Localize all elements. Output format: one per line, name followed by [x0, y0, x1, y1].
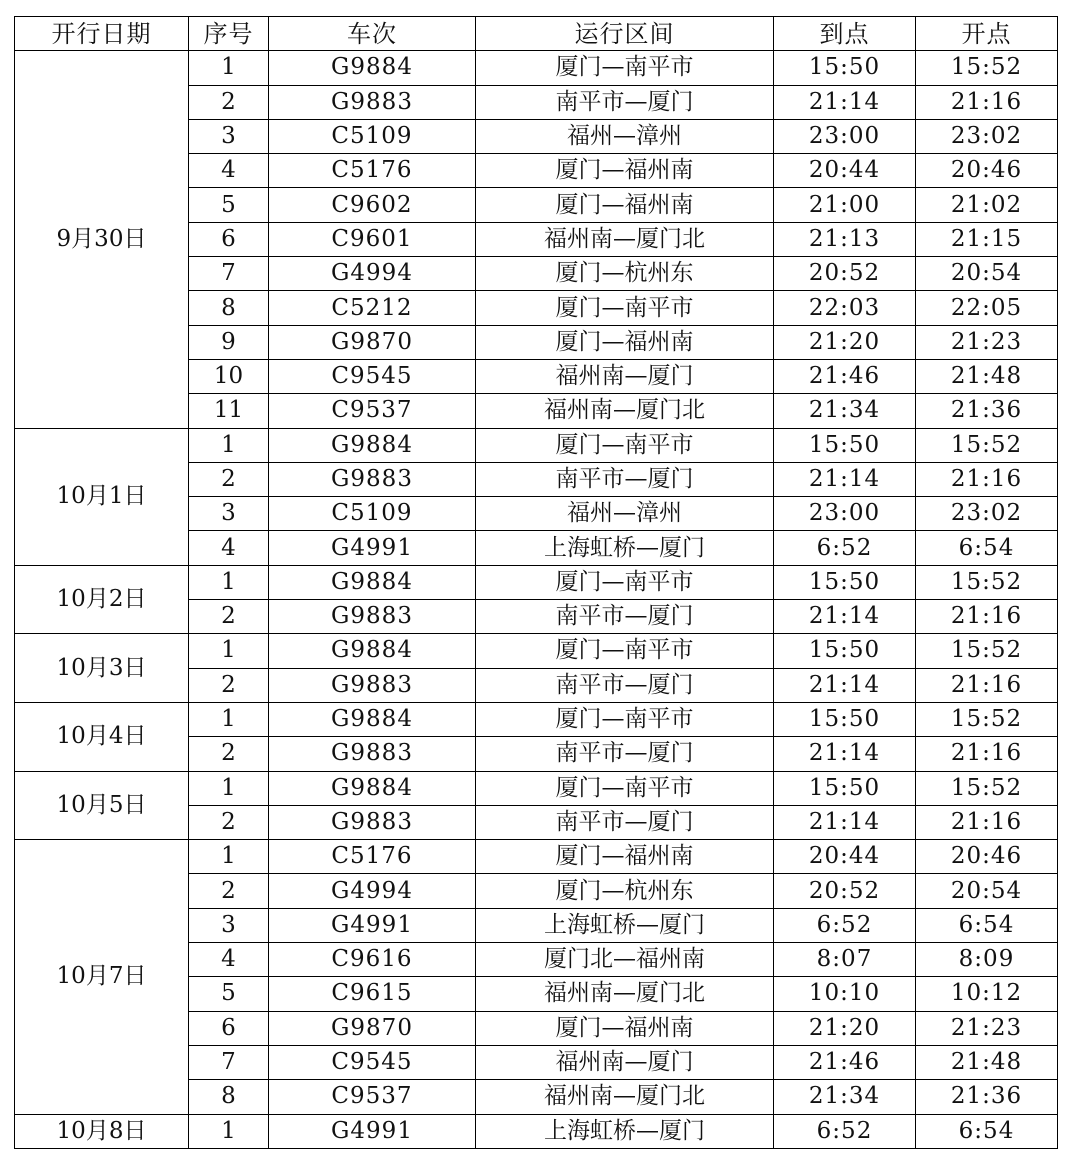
arrive-cell: 6:52 — [774, 908, 916, 942]
train-cell: C9616 — [269, 943, 476, 977]
route-cell: 南平市—厦门 — [476, 737, 774, 771]
arrive-cell: 15:50 — [774, 565, 916, 599]
train-cell: C9601 — [269, 222, 476, 256]
route-cell: 厦门—福州南 — [476, 1011, 774, 1045]
route-cell: 厦门—南平市 — [476, 565, 774, 599]
depart-cell: 21:48 — [916, 1045, 1058, 1079]
train-cell: C9537 — [269, 394, 476, 428]
header-seq: 序号 — [189, 17, 269, 51]
arrive-cell: 21:14 — [774, 462, 916, 496]
depart-cell: 21:16 — [916, 600, 1058, 634]
seq-cell: 2 — [189, 874, 269, 908]
seq-cell: 2 — [189, 85, 269, 119]
date-cell: 10月8日 — [15, 1114, 189, 1148]
arrive-cell: 21:14 — [774, 737, 916, 771]
route-cell: 厦门—杭州东 — [476, 257, 774, 291]
depart-cell: 21:23 — [916, 325, 1058, 359]
route-cell: 厦门—福州南 — [476, 840, 774, 874]
arrive-cell: 15:50 — [774, 702, 916, 736]
route-cell: 上海虹桥—厦门 — [476, 1114, 774, 1148]
train-cell: C9615 — [269, 977, 476, 1011]
route-cell: 厦门—南平市 — [476, 51, 774, 85]
arrive-cell: 6:52 — [774, 531, 916, 565]
route-cell: 福州南—厦门 — [476, 359, 774, 393]
route-cell: 厦门—福州南 — [476, 188, 774, 222]
seq-cell: 11 — [189, 394, 269, 428]
route-cell: 南平市—厦门 — [476, 668, 774, 702]
table-row — [15, 428, 1058, 462]
depart-cell: 15:52 — [916, 565, 1058, 599]
header-row — [15, 17, 1058, 51]
train-cell: C9537 — [269, 1080, 476, 1114]
header-date: 开行日期 — [15, 17, 189, 51]
train-cell: C5212 — [269, 291, 476, 325]
train-cell: G9870 — [269, 1011, 476, 1045]
seq-cell: 6 — [189, 1011, 269, 1045]
depart-cell: 15:52 — [916, 51, 1058, 85]
arrive-cell: 21:34 — [774, 394, 916, 428]
train-cell: G9883 — [269, 668, 476, 702]
header-depart: 开点 — [916, 17, 1058, 51]
train-cell: C9545 — [269, 359, 476, 393]
depart-cell: 15:52 — [916, 771, 1058, 805]
train-cell: G4991 — [269, 531, 476, 565]
arrive-cell: 21:20 — [774, 325, 916, 359]
route-cell: 福州—漳州 — [476, 497, 774, 531]
seq-cell: 1 — [189, 428, 269, 462]
seq-cell: 4 — [189, 154, 269, 188]
seq-cell: 1 — [189, 51, 269, 85]
depart-cell: 6:54 — [916, 1114, 1058, 1148]
seq-cell: 2 — [189, 805, 269, 839]
route-cell: 厦门—福州南 — [476, 325, 774, 359]
header-route: 运行区间 — [476, 17, 774, 51]
date-cell: 10月3日 — [15, 634, 189, 703]
table-row — [15, 702, 1058, 736]
arrive-cell: 21:14 — [774, 668, 916, 702]
arrive-cell: 21:46 — [774, 1045, 916, 1079]
seq-cell: 2 — [189, 462, 269, 496]
depart-cell: 21:36 — [916, 1080, 1058, 1114]
train-cell: G9884 — [269, 565, 476, 599]
route-cell: 福州南—厦门北 — [476, 222, 774, 256]
train-cell: C5176 — [269, 840, 476, 874]
train-cell: C9602 — [269, 188, 476, 222]
depart-cell: 21:15 — [916, 222, 1058, 256]
arrive-cell: 10:10 — [774, 977, 916, 1011]
header-arrive: 到点 — [774, 17, 916, 51]
seq-cell: 1 — [189, 565, 269, 599]
route-cell: 福州南—厦门北 — [476, 1080, 774, 1114]
seq-cell: 1 — [189, 771, 269, 805]
depart-cell: 8:09 — [916, 943, 1058, 977]
train-cell: G9884 — [269, 51, 476, 85]
arrive-cell: 21:46 — [774, 359, 916, 393]
route-cell: 厦门—南平市 — [476, 428, 774, 462]
seq-cell: 2 — [189, 668, 269, 702]
seq-cell: 5 — [189, 977, 269, 1011]
route-cell: 上海虹桥—厦门 — [476, 908, 774, 942]
depart-cell: 21:16 — [916, 668, 1058, 702]
depart-cell: 21:16 — [916, 805, 1058, 839]
depart-cell: 21:16 — [916, 85, 1058, 119]
depart-cell: 20:46 — [916, 154, 1058, 188]
depart-cell: 21:36 — [916, 394, 1058, 428]
train-cell: C5109 — [269, 119, 476, 153]
date-cell: 9月30日 — [15, 51, 189, 428]
route-cell: 南平市—厦门 — [476, 805, 774, 839]
depart-cell: 15:52 — [916, 702, 1058, 736]
train-cell: C5176 — [269, 154, 476, 188]
train-cell: G9883 — [269, 805, 476, 839]
arrive-cell: 15:50 — [774, 634, 916, 668]
header-train: 车次 — [269, 17, 476, 51]
route-cell: 福州—漳州 — [476, 119, 774, 153]
table-row — [15, 840, 1058, 874]
route-cell: 厦门—南平市 — [476, 634, 774, 668]
arrive-cell: 21:14 — [774, 85, 916, 119]
date-cell: 10月7日 — [15, 840, 189, 1114]
seq-cell: 2 — [189, 737, 269, 771]
depart-cell: 21:23 — [916, 1011, 1058, 1045]
table-row — [15, 1114, 1058, 1148]
seq-cell: 1 — [189, 634, 269, 668]
train-cell: G9884 — [269, 771, 476, 805]
train-cell: G4991 — [269, 1114, 476, 1148]
seq-cell: 8 — [189, 291, 269, 325]
arrive-cell: 21:00 — [774, 188, 916, 222]
seq-cell: 1 — [189, 1114, 269, 1148]
date-cell: 10月5日 — [15, 771, 189, 840]
table-row — [15, 51, 1058, 85]
route-cell: 福州南—厦门 — [476, 1045, 774, 1079]
arrive-cell: 20:52 — [774, 874, 916, 908]
route-cell: 南平市—厦门 — [476, 600, 774, 634]
arrive-cell: 15:50 — [774, 428, 916, 462]
seq-cell: 3 — [189, 497, 269, 531]
seq-cell: 9 — [189, 325, 269, 359]
date-cell: 10月1日 — [15, 428, 189, 565]
train-cell: G9883 — [269, 600, 476, 634]
depart-cell: 21:02 — [916, 188, 1058, 222]
route-cell: 南平市—厦门 — [476, 462, 774, 496]
route-cell: 厦门—南平市 — [476, 291, 774, 325]
arrive-cell: 23:00 — [774, 119, 916, 153]
arrive-cell: 22:03 — [774, 291, 916, 325]
seq-cell: 2 — [189, 600, 269, 634]
seq-cell: 1 — [189, 840, 269, 874]
depart-cell: 10:12 — [916, 977, 1058, 1011]
train-cell: G9883 — [269, 462, 476, 496]
depart-cell: 20:46 — [916, 840, 1058, 874]
date-cell: 10月2日 — [15, 565, 189, 634]
seq-cell: 1 — [189, 702, 269, 736]
arrive-cell: 15:50 — [774, 771, 916, 805]
table-row — [15, 634, 1058, 668]
depart-cell: 21:16 — [916, 737, 1058, 771]
depart-cell: 20:54 — [916, 257, 1058, 291]
arrive-cell: 21:14 — [774, 600, 916, 634]
depart-cell: 15:52 — [916, 634, 1058, 668]
route-cell: 厦门—福州南 — [476, 154, 774, 188]
seq-cell: 6 — [189, 222, 269, 256]
arrive-cell: 21:34 — [774, 1080, 916, 1114]
seq-cell: 7 — [189, 257, 269, 291]
route-cell: 厦门北—福州南 — [476, 943, 774, 977]
route-cell: 厦门—南平市 — [476, 702, 774, 736]
arrive-cell: 23:00 — [774, 497, 916, 531]
train-cell: C9545 — [269, 1045, 476, 1079]
train-cell: G4994 — [269, 257, 476, 291]
route-cell: 厦门—杭州东 — [476, 874, 774, 908]
train-cell: G9883 — [269, 85, 476, 119]
depart-cell: 23:02 — [916, 119, 1058, 153]
table-row — [15, 771, 1058, 805]
train-cell: G9884 — [269, 428, 476, 462]
train-cell: G9883 — [269, 737, 476, 771]
train-cell: C5109 — [269, 497, 476, 531]
date-cell: 10月4日 — [15, 702, 189, 771]
train-cell: G4991 — [269, 908, 476, 942]
route-cell: 厦门—南平市 — [476, 771, 774, 805]
depart-cell: 15:52 — [916, 428, 1058, 462]
arrive-cell: 6:52 — [774, 1114, 916, 1148]
seq-cell: 4 — [189, 943, 269, 977]
arrive-cell: 20:44 — [774, 154, 916, 188]
seq-cell: 10 — [189, 359, 269, 393]
seq-cell: 7 — [189, 1045, 269, 1079]
depart-cell: 23:02 — [916, 497, 1058, 531]
train-cell: G9884 — [269, 634, 476, 668]
schedule-container — [14, 16, 1058, 1149]
route-cell: 上海虹桥—厦门 — [476, 531, 774, 565]
train-cell: G9870 — [269, 325, 476, 359]
depart-cell: 22:05 — [916, 291, 1058, 325]
route-cell: 福州南—厦门北 — [476, 977, 774, 1011]
arrive-cell: 21:14 — [774, 805, 916, 839]
arrive-cell: 21:20 — [774, 1011, 916, 1045]
arrive-cell: 8:07 — [774, 943, 916, 977]
depart-cell: 21:16 — [916, 462, 1058, 496]
arrive-cell: 20:44 — [774, 840, 916, 874]
depart-cell: 20:54 — [916, 874, 1058, 908]
train-cell: G4994 — [269, 874, 476, 908]
train-cell: G9884 — [269, 702, 476, 736]
schedule-body — [15, 51, 1058, 1149]
table-row — [15, 565, 1058, 599]
depart-cell: 6:54 — [916, 531, 1058, 565]
train-schedule-table — [14, 16, 1058, 1149]
seq-cell: 8 — [189, 1080, 269, 1114]
seq-cell: 4 — [189, 531, 269, 565]
route-cell: 福州南—厦门北 — [476, 394, 774, 428]
route-cell: 南平市—厦门 — [476, 85, 774, 119]
seq-cell: 3 — [189, 908, 269, 942]
arrive-cell: 15:50 — [774, 51, 916, 85]
arrive-cell: 20:52 — [774, 257, 916, 291]
arrive-cell: 21:13 — [774, 222, 916, 256]
depart-cell: 6:54 — [916, 908, 1058, 942]
seq-cell: 5 — [189, 188, 269, 222]
seq-cell: 3 — [189, 119, 269, 153]
depart-cell: 21:48 — [916, 359, 1058, 393]
